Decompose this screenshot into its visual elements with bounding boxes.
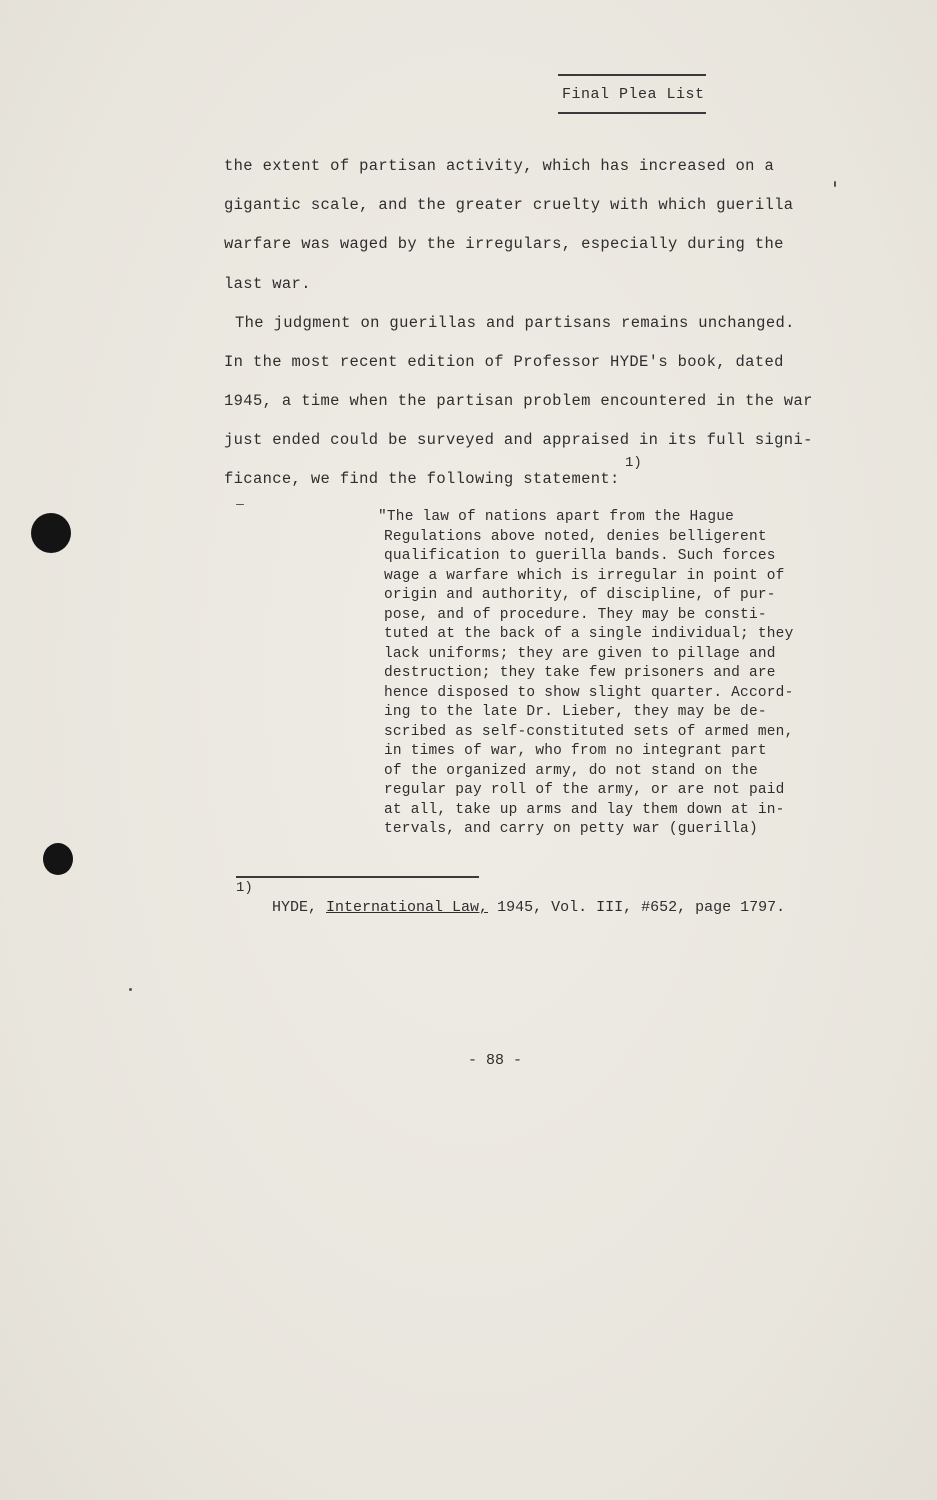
footnote-text (272, 899, 785, 916)
quote-line: qualification to guerilla bands. Such forces (384, 548, 776, 564)
punch-hole-mark (31, 513, 71, 553)
body-line: just ended could be surveyed and appraised in its full signi- (224, 431, 813, 449)
footnote-title: International Law, (326, 899, 489, 916)
quote-line: at all, take up arms and lay them down at in- (384, 802, 785, 818)
quote-line: origin and authority, of discipline, of pur- (384, 587, 776, 603)
quote-line: pose, and of procedure. They may be consti- (384, 607, 767, 623)
quote-line: of the organized army, do not stand on the (384, 763, 758, 779)
quote-line: destruction; they take few prisoners and are (384, 665, 776, 681)
page-number: - 88 - (468, 1052, 523, 1069)
quote-line: tervals, and carry on petty war (guerilla) (384, 821, 758, 837)
body-line: The judgment on guerillas and partisans remains unchanged. (235, 314, 795, 332)
paper-speck (129, 988, 132, 991)
quote-line: hence disposed to show slight quarter. Accord- (384, 685, 794, 701)
quote-line: Regulations above noted, denies belligerent (384, 529, 767, 545)
punch-hole-mark (43, 843, 73, 875)
header-bottom-rule (558, 112, 706, 114)
page-header (558, 74, 706, 114)
footnote-rule (236, 876, 479, 878)
quote-line: regular pay roll of the army, or are not paid (384, 782, 785, 798)
paper-speck (834, 181, 836, 187)
quote-line: scribed as self-constituted sets of armed men, (384, 724, 794, 740)
footnote-details: 1945, Vol. III, #652, page 1797. (497, 899, 786, 916)
body-line: ficance, we find the following statement: (224, 470, 620, 488)
body-line: last war. (224, 275, 311, 293)
footnote-number: 1) (236, 880, 253, 896)
body-line: In the most recent edition of Professor HYDE's book, dated (224, 353, 784, 371)
body-line: the extent of partisan activity, which has increased on a (224, 157, 775, 175)
footnote-author: HYDE, (272, 899, 318, 916)
quote-line: tuted at the back of a single individual; they (384, 626, 794, 642)
footnote-marker: 1) (625, 455, 642, 471)
quote-line: wage a warfare which is irregular in point of (384, 568, 785, 584)
body-line: warfare was waged by the irregulars, especially during the (224, 235, 784, 253)
quote-line: ing to the late Dr. Lieber, they may be de- (384, 704, 767, 720)
quote-line: lack uniforms; they are given to pillage and (384, 646, 776, 662)
body-line: 1945, a time when the partisan problem encountered in the war (224, 392, 813, 410)
paper-speck (236, 504, 244, 505)
quote-line: in times of war, who from no integrant part (384, 743, 767, 759)
quote-line: "The law of nations apart from the Hague (378, 509, 735, 525)
header-title: Final Plea List (562, 86, 705, 103)
body-line: gigantic scale, and the greater cruelty with which guerilla (224, 196, 794, 214)
